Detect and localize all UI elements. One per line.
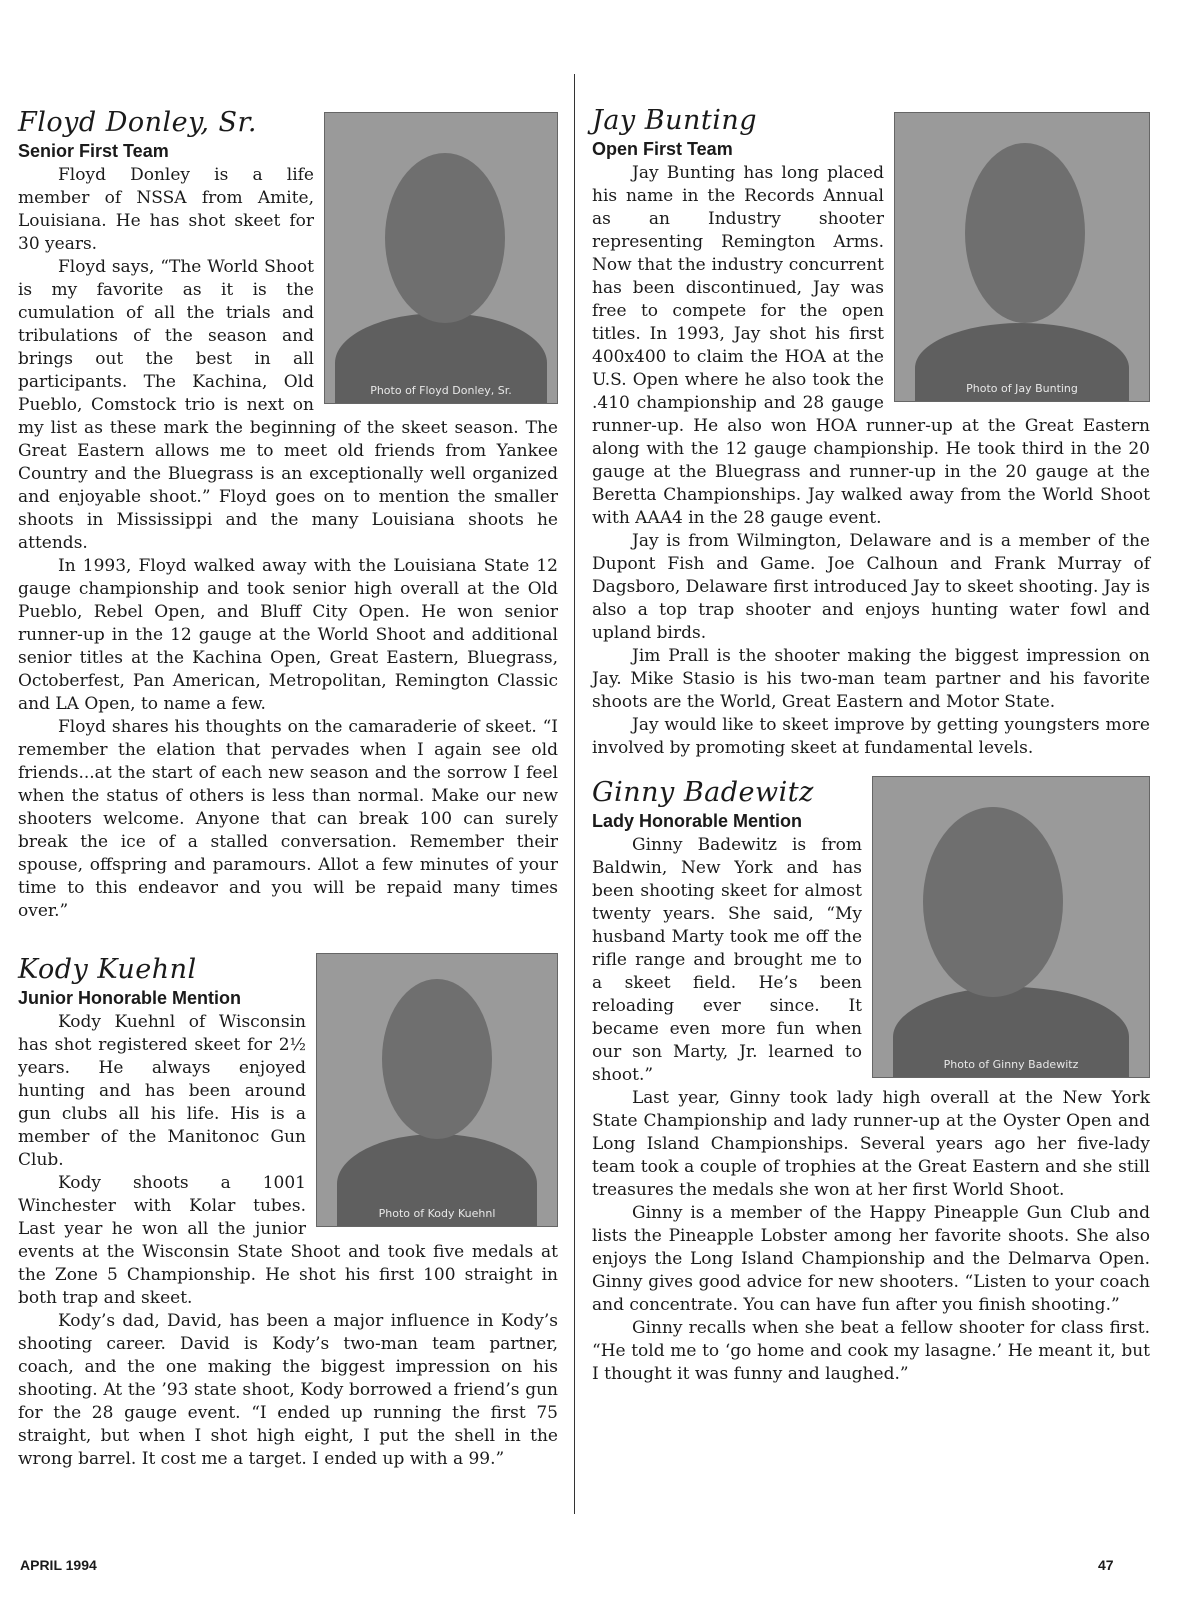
photo-caption: Photo of Jay Bunting: [966, 382, 1078, 395]
profile-name: Ginny Badewitz: [592, 777, 814, 808]
photo-kody-kuehnl: [316, 953, 558, 1227]
paragraph: Last year, Ginny took lady high overall at the New York State Championship and lady runner-up at the Oyster Open and Long Island Championships. Several years ago her five-lady team took a couple of trophies at the Great Eastern and she still treasures the medals she won at her first World Shoot.: [592, 1088, 1150, 1200]
paragraph: Jay Bunting has long placed his name in the Records Annual as an Industry shooter representing Remington Arms. Now that the industry concurrent has been discontinued, Jay was free to compete for the open titles. In 1993, Jay shot his first 400x400 to claim the HOA at the U.S. Open where he also took the .410 championship and 28 gauge runner-up. He also won HOA runner-up at the Great Eastern along with the 12 gauge championship. He took third in the 20 gauge at the Bluegrass and runner-up in the 20 gauge at the Beretta Championships. Jay walked away from the World Shoot with AAA4 in the 28 gauge event.: [592, 163, 1150, 528]
photo-jay-bunting: [894, 112, 1150, 402]
profile-jay-bunting: [592, 104, 1150, 760]
photo-caption: Photo of Kody Kuehnl: [378, 1207, 496, 1220]
profile-kody-kuehnl: [18, 953, 558, 1471]
profile-title: Junior Honorable Mention: [18, 988, 241, 1008]
profile-name: Floyd Donley, Sr.: [18, 107, 258, 138]
paragraph: Floyd says, “The World Shoot is my favorite as it is the cumulation of all the trials and tribulations of the season and brings out the best in all participants. The Kachina, Old Pueblo, Comstock trio is next on my list as these mark the beginning of the skeet season. The Great Eastern allows me to meet old friends from Yankee Country and the Bluegrass is an exceptionally well organized and enjoyable shoot.” Floyd goes on to mention the smaller shoots in Mississippi and the many Louisiana shoots he attends.: [18, 257, 558, 553]
profile-name: Jay Bunting: [592, 105, 758, 136]
paragraph: Kody’s dad, David, has been a major influence in Kody’s shooting career. David is Kody’s two-man team partner, coach, and the one making the biggest impression on his shooting. At the ’93 state shoot, Kody borrowed a friend’s gun for the 28 gauge event. “I ended up running the first 75 straight, but when I shot high eight, I put the shell in the wrong barrel. It cost me a target. I ended up with a 99.”: [18, 1311, 558, 1469]
profile-title: Senior First Team: [18, 141, 169, 161]
paragraph: Kody Kuehnl of Wisconsin has shot registered skeet for 2½ years. He always enjoyed hunting and has been around gun clubs all his life. His is a member of the Manitonoc Gun Club.: [18, 1012, 306, 1170]
profile-title: Lady Honorable Mention: [592, 811, 803, 831]
column-divider: [574, 74, 575, 1514]
photo-caption: Photo of Floyd Donley, Sr.: [370, 384, 512, 397]
footer-page-number: 47: [1098, 1557, 1114, 1573]
paragraph: Ginny recalls when she beat a fellow shooter for class first. “He told me to ‘go home and cook my lasagne.’ He meant it, but I thought it was funny and laughed.”: [592, 1318, 1150, 1384]
photo-caption: Photo of Ginny Badewitz: [943, 1058, 1079, 1071]
paragraph: Ginny is a member of the Happy Pineapple Gun Club and lists the Pineapple Lobster among her favorite shoots. She also enjoys the Long Island Championship and the Delmarva Open. Ginny gives good advice for new shooters. “Listen to your coach and concentrate. You can have fun after you finish shooting.”: [592, 1203, 1150, 1315]
photo-floyd-donley: [324, 112, 558, 404]
photo-ginny-badewitz: [872, 776, 1150, 1078]
paragraph: In 1993, Floyd walked away with the Louisiana State 12 gauge championship and took senior high overall at the Old Pueblo, Rebel Open, and Bluff City Open. He won senior runner-up in the 12 gauge at the World Shoot and additional senior titles at the Kachina Open, Great Eastern, Bluegrass, Octoberfest, Pan American, Metropolitan, Remington Classic and LA Open, to name a few.: [18, 556, 558, 714]
paragraph: Jim Prall is the shooter making the biggest impression on Jay. Mike Stasio is his two-man team partner and his favorite shoots are the World, Great Eastern and Motor State.: [592, 646, 1150, 712]
paragraph: Jay would like to skeet improve by getting youngsters more involved by promoting skeet at fundamental levels.: [592, 715, 1150, 758]
paragraph: Floyd Donley is a life member of NSSA from Amite, Louisiana. He has shot skeet for 30 years.: [18, 165, 314, 254]
left-column: [18, 64, 558, 1471]
paragraph: Jay is from Wilmington, Delaware and is a member of the Dupont Fish and Game. Joe Calhoun and Frank Murray of Dagsboro, Delaware first introduced Jay to skeet shooting. Jay is also a top trap shooter and enjoys hunting water fowl and upland birds.: [592, 531, 1150, 643]
profile-title: Open First Team: [592, 139, 733, 159]
profile-ginny-badewitz: [592, 776, 1150, 1386]
right-column: [592, 64, 1150, 1386]
profile-name: Kody Kuehnl: [18, 954, 197, 985]
profile-floyd-donley: [18, 106, 558, 923]
paragraph: Kody shoots a 1001 Winchester with Kolar tubes. Last year he won all the junior events at the Wisconsin State Shoot and took five medals at the Zone 5 Championship. He shot his first 100 straight in both trap and skeet.: [18, 1173, 558, 1308]
paragraph: Ginny Badewitz is from Baldwin, New York and has been shooting skeet for almost twenty years. She said, “My husband Marty took me off the rifle range and brought me to a skeet field. He’s been reloading ever since. It became even more fun when our son Marty, Jr. learned to shoot.”: [592, 835, 862, 1085]
footer-issue-date: APRIL 1994: [20, 1557, 97, 1573]
paragraph: Floyd shares his thoughts on the camaraderie of skeet. “I remember the elation that pervades when I again see old friends...at the start of each new season and the sorrow I feel when the status of others is less than normal. Make our new shooters welcome. Anyone that can break 100 can surely break the ice of a stalled conversation. Remember their spouse, offspring and paramours. Allot a few minutes of your time to this endeavor and you will be repaid many times over.”: [18, 717, 558, 921]
